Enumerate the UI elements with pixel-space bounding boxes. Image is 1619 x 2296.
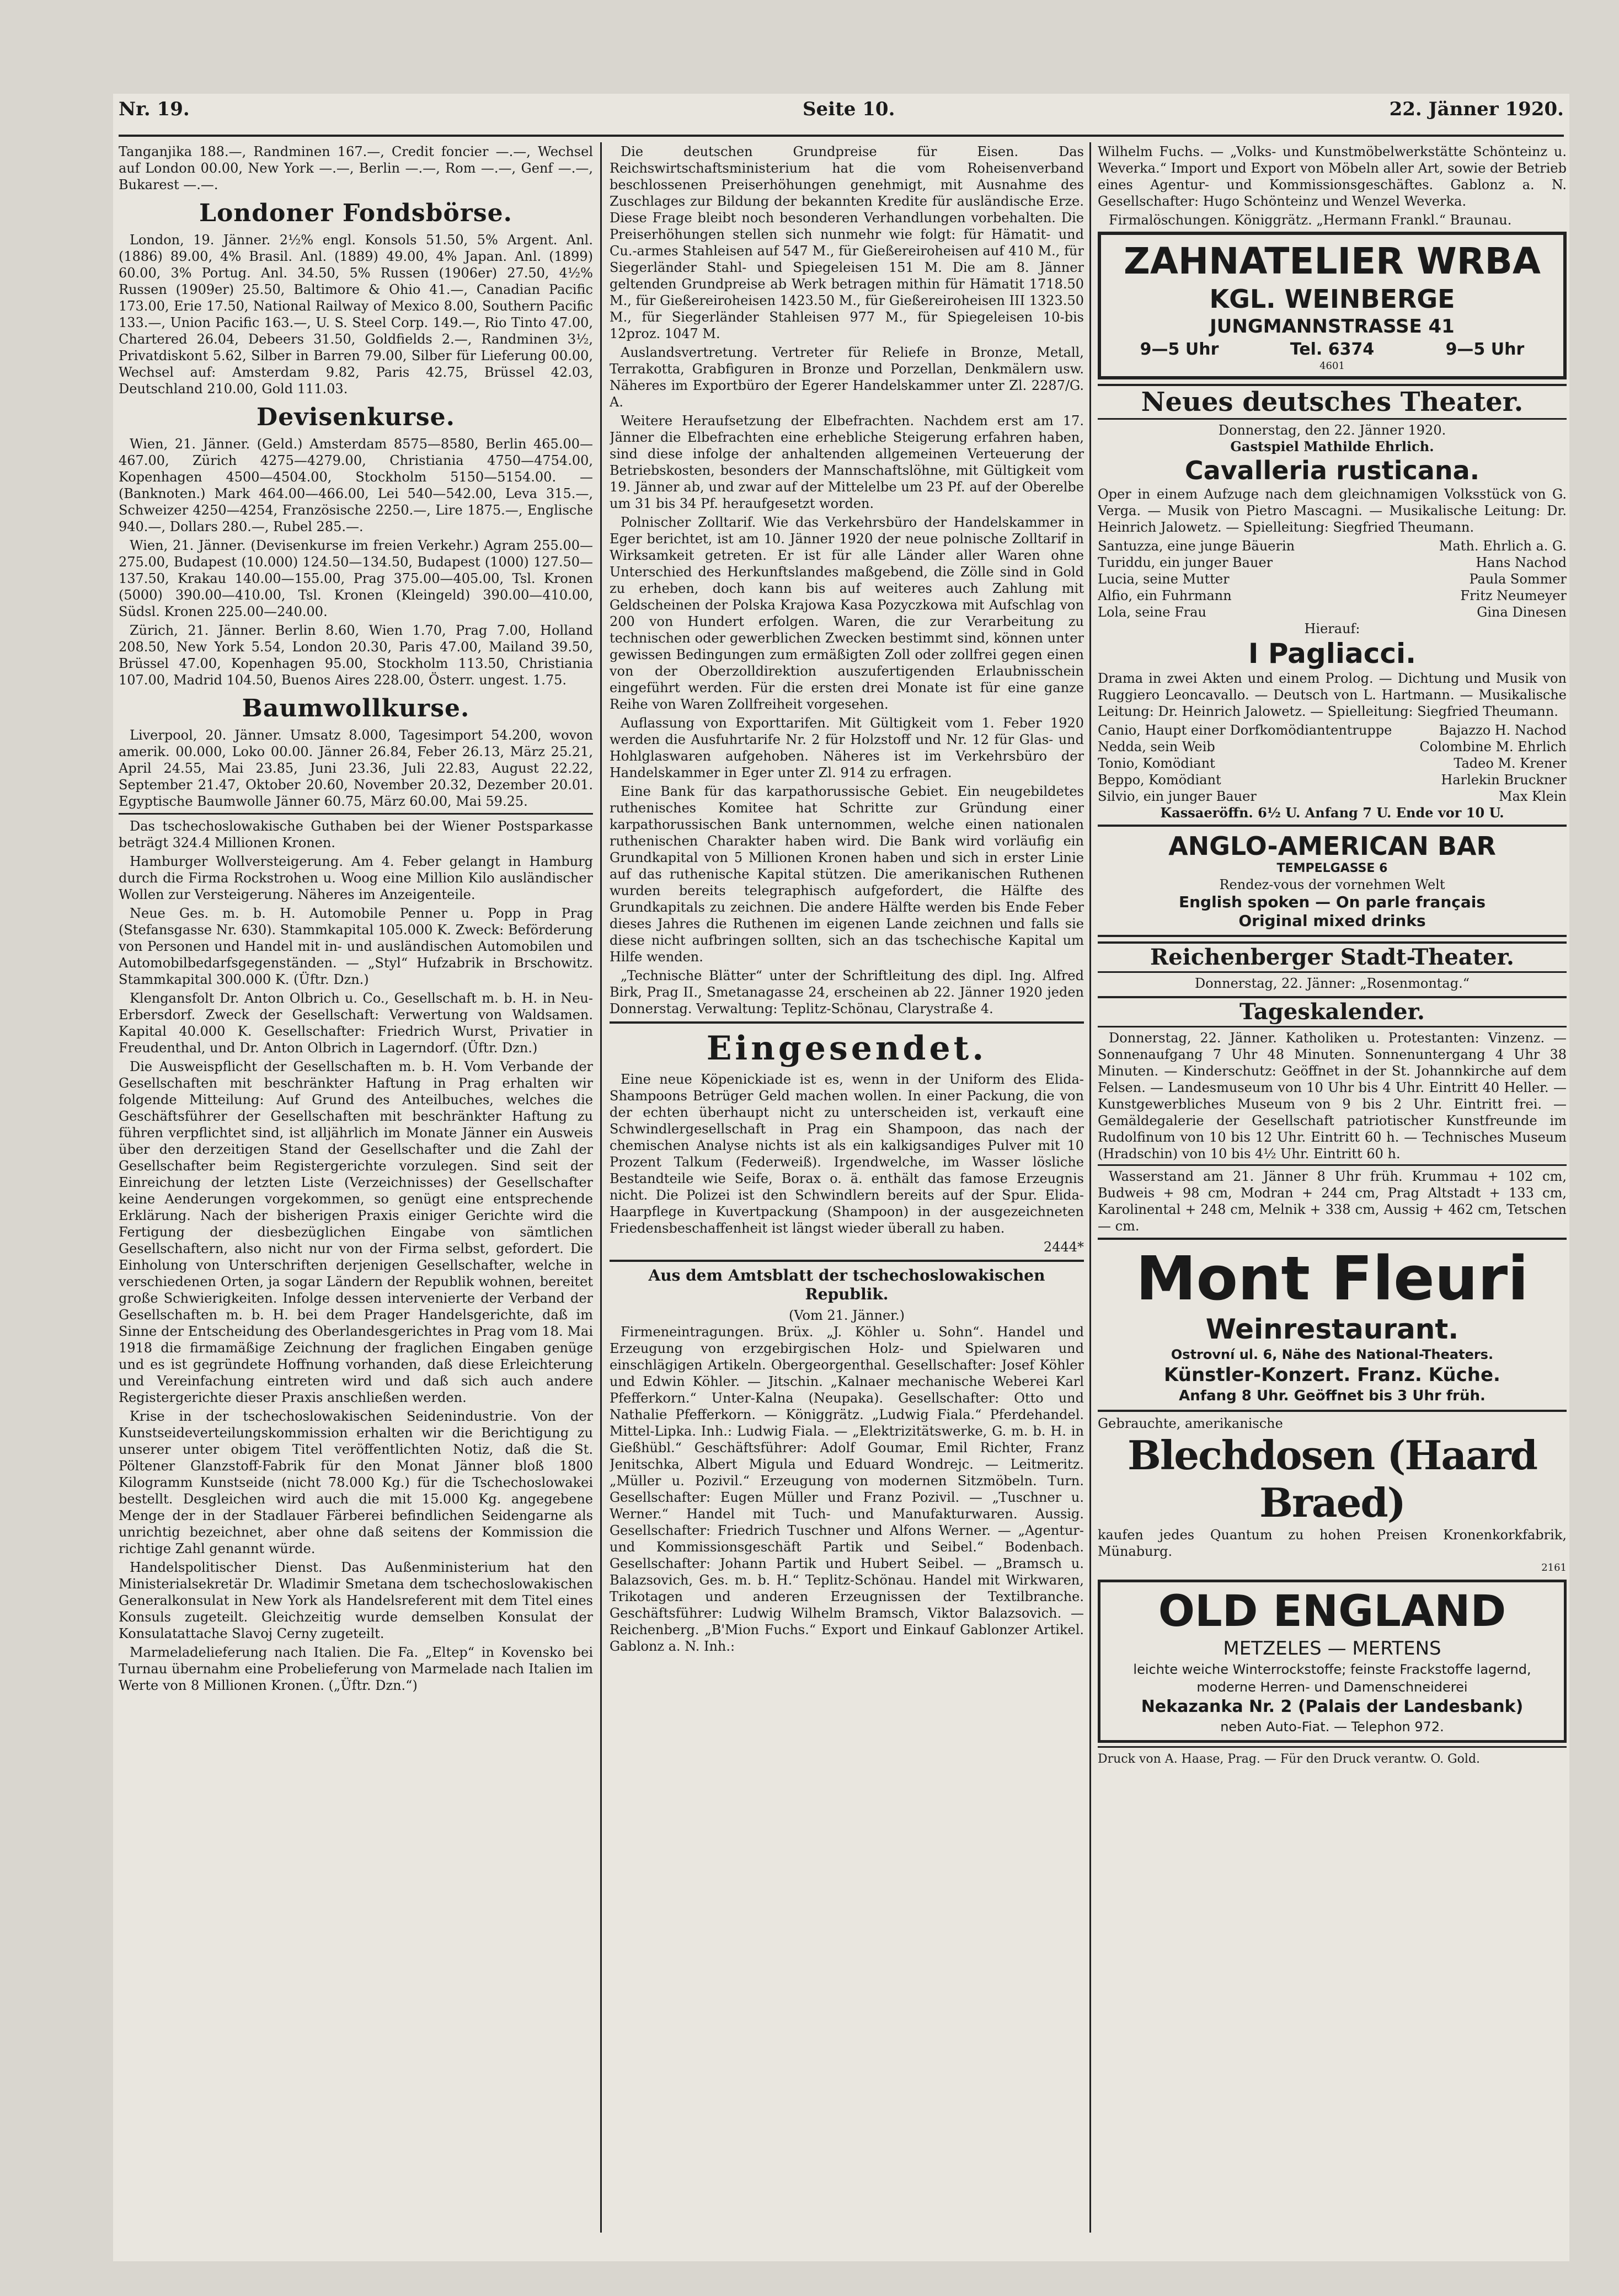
news-item: Neue Ges. m. b. H. Automobile Penner u. Popp in Prag (Stefansgasse Nr. 630). Stammkapital 105.000 K. Zweck: Beförderung von Personen und Handel mit in- und ausländischen Automobilen und Automobilbedarfsgegenständen. — „Styl“ Hufzabrik in Brschowitz. Stammkapital 300.000 K. (Üftr. Dzn.) (119, 906, 593, 987)
news-item: Die Ausweispflicht der Gesellschaften m. b. H. Vom Verbande der Gesellschaften mit beschränkter Haftung in Prag erhalten wir folgende Mitteilung: Auf Grund des Anteilbuches, welches die Geschäftsführer der Gesellschaften mit beschränkter Haftung zu führen verpflichtet sind, ist alljährlich im Monate Jänner ein Ausweis über den derzeitigen Stand der Gesellschafter und die Zahl der Gesellschafter beim Registergerichte vorzulegen. Sind seit der Einreichung der letzten Liste (Verzeichnisses) der Gesellschafter keine Aenderungen vorgekommen, so genügt eine entsprechende Erklärung. Nach der bisherigen Praxis einiger Gerichte wird die Fertigung der diesbezüglichen Eingabe von sämtlichen Gesellschaftern, also nicht nur von der Firma selbst, gefordert. Die Einholung von Unterschriften derjenigen Gesellschafter, welche in verschiedenen Orten, ja sogar Ländern der Republik wohnen, bereitet große Schwierigkeiten. Infolge dessen intervenierte der Verband der Gesellschaften m. b. H. bei dem Prager Handelsgerichte, daß im Sinne der Entscheidung des Oberlandesgerichtes in Prag vom 18. Mai 1918 die firmamäßige Zeichnung der fraglichen Eingaben genüge und es ist gegründete Hoffnung vorhanden, daß diese Erleichterung und Vereinfachung eintreten wird und daß sich auch andere Registergerichte dieser Praxis anschließen werden. (119, 1059, 593, 1405)
theatre-times: Kassaeröffn. 6½ U. Anfang 7 U. Ende vor 10 U. (1160, 805, 1504, 821)
actor: Math. Ehrlich a. G. (1439, 538, 1567, 554)
news-item: Handelspolitischer Dienst. Das Außenministerium hat den Ministerialsekretär Dr. Wladimir Smetana dem tschechoslowakischen Generalkonsulat in New York als Handelsreferent mit dem Titel eines Konsuls zugeteilt. Gleichzeitig wurde demselben Konsulat der Konsulatattache Slavoj Cerny zugeteilt. (119, 1560, 593, 1641)
ad-old-england (1098, 1580, 1567, 1743)
role: Canio, Haupt einer Dorfkomödiantentruppe (1098, 722, 1392, 738)
actor: Fritz Neumeyer (1460, 588, 1567, 603)
role: Turiddu, ein junger Bauer (1098, 555, 1273, 570)
section-rule (1098, 1164, 1567, 1166)
devisen-wien-free: Wien, 21. Jänner. (Devisenkurse im freien Verkehr.) Agram 255.00—275.00, Budapest (10.000) 124.50—134.50, Budapest (1000) 127.50—137.50, Krakau 140.00—155.00, Prag 375.00—405.00, Tsl. Kronen (5000) 390.00—410.00, Tsl. Kronen (Kleingeld) 390.00—410.00, Südsl. Kronen 225.00—240.00. (119, 538, 593, 619)
ad-bar-title: ANGLO-AMERICAN BAR (1168, 831, 1496, 861)
ad-number: 4601 (1319, 360, 1345, 372)
eingesendet-text: Eine neue Köpenickiade ist es, wenn in der Uniform des Elida-Shampoons Betrüger Geld machen wollen. In einer Packung, die von der echten überhaupt nicht zu unterscheiden ist, verkauft eine Schwindlergesellschaft in Prag ein Shampoon, das nach der chemischen Analyse nichts ist als ein kalkigsandiges Pulver mit 10 Prozent Talkum (Federweiß). Irgendwelche, im Wasser lösliche Bestandteile wie Seife, Borax o. ä. enthält das famose Erzeugnis nicht. Die Polizei ist den Schwindlern bereits auf der Spur. Elida-Haarpflege in Kuvertpackung (Shampoon) in der ausgezeichneten Friedensbeschaffenheit ist längst wieder überall zu haben. (610, 1072, 1084, 1236)
tageskalender-text: Donnerstag, 22. Jänner. Katholiken u. Protestanten: Vinzenz. — Sonnenaufgang 7 Uhr 48 Minuten. Sonnenuntergang 4 Uhr 38 Minuten. — Kinderschutz: Geöffnet in der St. Johannkirche auf dem Felsen. — Landesmuseum von 10 Uhr bis 4 Uhr. Eintritt 40 Heller. — Kunstgewerbliches Museum von 9 bis 2 Uhr. Eintritt frei. — Gemäldegalerie der Gesellschaft patriotischer Kunstfreunde im Rudolfinum von 10 bis 12 Uhr. Eintritt 60 h. — Technisches Museum (Hradschin) von 10 bis 4½ Uhr. Eintritt 60 h. (1098, 1030, 1567, 1162)
baumwolle-title: Baumwollkurse. (242, 694, 470, 722)
reichenberg-title: Reichenberger Stadt-Theater. (1098, 941, 1567, 973)
ad-england-line: leichte weiche Winterrockstoffe; feinste Frackstoffe lagernd, moderne Herren- und Damenschneiderei (1133, 1662, 1531, 1695)
devisen-title: Devisenkurse. (257, 403, 455, 431)
hierauf: Hierauf: (1304, 621, 1360, 636)
ad-fleuri-sub: Weinrestaurant. (1205, 1313, 1459, 1345)
phone: Tel. 6374 (1290, 340, 1375, 359)
role: Lucia, seine Mutter (1098, 571, 1230, 587)
news-item: Weitere Heraufsetzung der Elbefrachten. Nachdem erst am 17. Jänner die Elbefrachten eine erhebliche Steigerung erfahren haben, sind diese infolge der anhaltenden allgemeinen Verteuerung der Betriebskosten, besonders der Mannschaftslöhne, mit Gültigkeit vom 19. Jänner ab, und zwar auf der Mittelelbe um 23 Pf. auf der Oberelbe um 31 bis 34 Pf. heraufgesetzt worden. (610, 413, 1084, 511)
opera-1-desc: Oper in einem Aufzuge nach dem gleichnamigen Volksstück von G. Verga. — Musik von Pietro Mascagni. — Musikalische Leitung: Dr. Heinrich Jalowetz. — Spielleitung: Siegfried Theumann. (1098, 486, 1567, 535)
cast-1 (1098, 538, 1567, 620)
theatre-date: Donnerstag, den 22. Jänner 1920. (1218, 422, 1446, 438)
theatre-title: Neues deutsches Theater. (1098, 384, 1567, 420)
cast-row (1098, 538, 1567, 554)
column-rule-1 (600, 142, 602, 2233)
ad-blech-title: Blechdosen (Haard Braed) (1127, 1432, 1537, 1526)
cast-row (1098, 738, 1567, 755)
ad-fleuri-line: Künstler-Konzert. Franz. Küche. (1164, 1364, 1500, 1386)
cast-row (1098, 788, 1567, 805)
devisen-wien: Wien, 21. Jänner. (Geld.) Amsterdam 8575—8580, Berlin 465.00—467.00, Zürich 4275—4279.00, Christiania 4750—4754.00, Kopenhagen 4500—4504.00, Stockholm 5150—5154.00. — (Banknoten.) Mark 464.00—466.00, Lei 540—542.00, Leva 315.—, Schweizer 4250—4254, Französische 2250.—, Lire 1875.—, Englische 940.—, Dollars 280.—, Rubel 285.—. (119, 436, 593, 534)
role: Lola, seine Frau (1098, 604, 1207, 620)
section-rule (610, 1021, 1084, 1024)
section-rule (610, 1260, 1084, 1262)
issue-date: 22. Jänner 1920. (1389, 98, 1564, 120)
news-item: Das tschechoslowakische Guthaben bei der Wiener Postsparkasse beträgt 324.4 Millionen Kronen. (119, 818, 593, 850)
ad-blech-text: kaufen jedes Quantum zu hohen Preisen Kronenkorkfabrik, Münaburg. (1098, 1527, 1567, 1559)
ad-england-line: neben Auto-Fiat. — Telephon 972. (1220, 1719, 1444, 1735)
printer-footer: Druck von A. Haase, Prag. — Für den Druck verantw. O. Gold. (1098, 1752, 1481, 1766)
cast-row (1098, 722, 1567, 738)
section-rule (119, 813, 593, 815)
ad-zahnatelier (1098, 232, 1567, 379)
ad-fleuri-line: Ostrovní ul. 6, Nähe des National-Theaters. (1171, 1347, 1494, 1362)
baumwolle-text: Liverpool, 20. Jänner. Umsatz 8.000, Tagesimport 54.200, wovon amerik. 00.000, Loko 00.00. Jänner 26.84, Feber 26.13, März 25.21, April 24.55, Mai 23.85, Juni 23.36, Juli 22.83, August 22.22, September 21.47, Oktober 20.60, November 20.32, Dezember 20.01. Egyptische Baumwolle Jänner 60.75, März 60.00, Mai 59.25. (119, 727, 593, 809)
actor: Tadeo M. Krener (1454, 756, 1567, 771)
reichenberg-text: Donnerstag, 22. Jänner: „Rosenmontag.“ (1194, 976, 1470, 991)
column-3 (1098, 143, 1567, 2234)
actor: Paula Sommer (1469, 571, 1567, 587)
cast-row (1098, 587, 1567, 604)
actor: Hans Nachod (1476, 555, 1567, 570)
role: Beppo, Komödiant (1098, 772, 1221, 788)
cast-row (1098, 755, 1567, 772)
ad-bar-street: TEMPELGASSE 6 (1276, 861, 1388, 875)
cast-row (1098, 571, 1567, 587)
ad-blechdosen (1098, 1415, 1567, 1576)
ad-fleuri-title: Mont Fleuri (1136, 1243, 1529, 1314)
column-rule-2 (1089, 142, 1091, 2233)
ad-number: 2161 (1541, 1562, 1567, 1574)
ad-zahnatelier-hours (1104, 339, 1560, 361)
news-item: „Technische Blätter“ unter der Schriftleitung des dipl. Ing. Alfred Birk, Prag II., Smetanagasse 24, erscheinen ab 22. Jänner 1920 jeden Donnerstag. Verwaltung: Teplitz-Schönau, Clarystraße 4. (610, 968, 1084, 1016)
actor: Colombine M. Ehrlich (1419, 739, 1567, 754)
ad-anglo-american-bar (1098, 825, 1567, 937)
wasserstand-text: Wasserstand am 21. Jänner 8 Uhr früh. Krummau + 102 cm, Budweis + 98 cm, Modran + 244 cm, Prag Altstadt + 133 cm, Karolinental + 248 cm, Melnik + 338 cm, Aussig + 462 cm, Tetschen — cm. (1098, 1169, 1567, 1234)
role: Silvio, ein junger Bauer (1098, 789, 1257, 804)
london-text: London, 19. Jänner. 2½% engl. Konsols 51.50, 5% Argent. Anl. (1886) 89.00, 4% Brasil. Anl. (1889) 49.00, 4% Japan. Anl. (1899) 60.00, 3% Portug. Anl. 34.50, 5% Russen (1906er) 27.50, 4½% Russen (1909er) 25.50, Baltimore & Ohio 41.—, Canadian Pacific 173.00, Erie 17.50, National Railway of Mexico 8.00, Southern Pacific 133.—, Union Pacific 163.—, U. S. Steel Corp. 149.—, Rio Tinto 47.00, Chartered 26.04, Debeers 31.50, Goldfields 2.—, Randminen 3½, Privatdiskont 5.62, Silber in Barren 79.00, Silber für Lieferung 00.00, Wechsel auf: Amsterdam 9.82, Paris 42.75, Brüssel 42.03, Deutschland 210.00, Gold 111.03. (119, 232, 593, 397)
page-number: Seite 10. (803, 98, 895, 120)
ad-zahnatelier-place: KGL. WEINBERGE (1209, 284, 1455, 314)
news-item: Marmeladelieferung nach Italien. Die Fa. „Eltep“ in Kovensko bei Turnau übernahm eine Probelieferung von Marmelade nach Italien im Werte von 8 Millionen Kronen. („Üftr. Dzn.“) (119, 1645, 593, 1693)
ad-zahnatelier-title: ZAHNATELIER WRBA (1124, 240, 1541, 282)
news-item: Polnischer Zolltarif. Wie das Verkehrsbüro der Handelskammer in Eger berichtet, ist am 10. Jänner 1920 der neue polnische Zolltarif in Wirksamkeit getreten. Er ist für alle Länder aller Waren ohne Unterschied des Herkunftslandes maßgebend, die Zölle sind in Gold zu erheben, doch kann bis auf weiteres auch Zahlung mit Geldscheinen der Polska Krajowa Kasa Pozyczkowa mit Aufschlag von 200 von Hundert erfolgen. Waren, die zur Verarbeitung zu technischen oder gewerblichen Zwecken bestimmt sind, können unter gewissen Bedingungen zum ermäßigten Zoll oder zollfrei gegen einen von der Oberzolldirektion auszufertigenden Erlaubnisschein eingeführt werden. Für die ersten drei Monate ist für eine ganze Reihe von Waren Zollfreiheit vorgesehen. (610, 515, 1084, 712)
exchange-prices: Tanganjika 188.—, Randminen 167.—, Credit foncier —.—, Wechsel auf London 00.00, New York —.—, Berlin —.—, Rom —.—, Genf —.—, Bukarest —.—. (119, 144, 593, 192)
actor: Harlekin Bruckner (1441, 772, 1567, 788)
news-item: Auslandsvertretung. Vertreter für Reliefe in Bronze, Metall, Terrakotta, Grabfiguren in Bronze und Porzellan, Denkmälern usw. Näheres im Exportbüro der Egerer Handelskammer unter Zl. 2287/G. A. (610, 345, 1084, 410)
firmenloeschung: Firmalöschungen. Königgrätz. „Hermann Frankl.“ Braunau. (1109, 212, 1512, 228)
hours-left: 9—5 Uhr (1140, 340, 1219, 359)
ad-zahnatelier-street: JUNGMANNSTRASSE 41 (1210, 315, 1455, 338)
header-rule (119, 135, 1564, 137)
news-item: Auflassung von Exporttarifen. Mit Gültigkeit vom 1. Feber 1920 werden die Ausfuhrtarife Nr. 2 für Holzstoff und Nr. 12 für Glas- und Hohlglaswaren aufgehoben. Näheres ist im Verkehrsbüro der Handelskammer in Eger unter Zl. 914 zu erfragen. (610, 715, 1084, 780)
role: Santuzza, eine junge Bäuerin (1098, 538, 1295, 554)
amtsblatt-date: (Vom 21. Jänner.) (789, 1308, 905, 1323)
news-item: Krise in der tschechoslowakischen Seidenindustrie. Von der Kunstseideverteilungskommission erhalten wir die Berichtigung zu unserer unter obigem Titel veröffentlichten Notiz, daß die St. Pöltener Glanzstoff-Fabrik für den Monat Jänner bloß 1800 Kilogramm Kunstseide (nicht 78.000 Kg.) für die Tschechoslowakei bestellt. Desgleichen wird auch die mit 15.000 Kg. angegebene Menge der in der Stadlauer Färberei befindlichen Seidengarne als unrichtig bezeichnet, aber ohne daß seitens der Kommission die richtige Zahl genannt würde. (119, 1409, 593, 1556)
ad-bar-line: English spoken — On parle français (1178, 893, 1486, 911)
news-item: Die deutschen Grundpreise für Eisen. Das Reichswirtschaftsministerium hat die vom Roheisenverband beschlossenen Preiserhöhungen genehmigt, mit Ausnahme des Zuschlages zur Bildung der bekannten Kredite für ausländische Erze. Diese Frage bleibt noch besonderen Verhandlungen vorbehalten. Die Preiserhöhungen stellen sich nunmehr wie folgt: für Hämatit- und Cu.-armes Stahleisen auf 547 M., für Gießereiroheisen auf 410 M., für Siegerländer Stahl- und Spiegeleisen 151 M. Die am 8. Jänner geltenden Grundpreise ab Werk betragen mithin für Hämatit 1718.50 M., für Gießereiroheisen 1423.50 M., für Gießereiroheisen III 1323.50 M., für Siegerländer Stahleisen 977 M., für Spiegeleisen 10-bis 12proz. 1047 M. (610, 144, 1084, 341)
opera-2-desc: Drama in zwei Akten und einem Prolog. — Dichtung und Musik von Ruggiero Leoncavallo. — Deutsch von L. Hartmann. — Musikalische Leitung: Dr. Heinrich Jalowetz. — Spielleitung: Siegfried Theumann. (1098, 671, 1567, 719)
london-title: Londoner Fondsbörse. (199, 199, 512, 227)
actor: Bajazzo H. Nachod (1439, 722, 1567, 738)
ad-bar-line: Rendez-vous der vornehmen Welt (1219, 877, 1445, 892)
amtsblatt-text: Firmeneintragungen. Brüx. „J. Köhler u. Sohn“. Handel und Erzeugung von erzgebirgischen Holz- und Spielwaren und einschlägigen Artikeln. Obergeorgenthal. Gesellschafter: Josef Köhler und Edwin Köhler. — Jitschin. „Kalnaer mechanische Weberei Karl Pfefferkorn.“ Unter-Kalna (Neupaka). Gesellschafter: Otto und Nathalie Pfefferkorn. — Königgrätz. „Ludwig Fiala.“ Pferdehandel. Mittel-Lipka. Inh.: Ludwig Fiala. — „Elektrizitätswerke, G. m. b. H. in Gießhübl.“ Geschäftsführer: Adolf Goumar, Emil Richter, Franz Jenitschka, Albert Migula und Eduard Wondrejc. — Leitmeritz. „Müller u. Pozivil.“ Erzeugung von modernen Sitzmöbeln. Turn. Gesellschafter: Eugen Müller und Franz Pozivil. — „Tuschner u. Werner.“ Handel mit Tuch- und Manufakturwaren. Aussig. Gesellschafter: Friedrich Tuschner und Alfons Werner. — „Agentur- und Kommissionsgeschäft Partik und Seibel.“ Bodenbach. Gesellschafter: Johann Partik und Hubert Seibel. — „Bramsch u. Balazsovich, Ges. m. b. H.“ Teplitz-Schönau. Handel mit Wirkwaren, Trikotagen und anderen Erzeugnissen der Textilbranche. Geschäftsführer: Ludwig Wilhelm Bramsch, Viktor Balazsovich. — Reichenberg. „B'Mion Fuchs.“ Export und Einkauf Gablonzer Artikel. Gablonz a. N. Inh.: (610, 1324, 1084, 1654)
eingesendet-title: Eingesendet. (706, 1029, 987, 1068)
news-item: Hamburger Wollversteigerung. Am 4. Feber gelangt in Hamburg durch die Firma Rockstrohen u. Woog eine Million Kilo ausländischer Wollen zur Versteigerung. Näheres im Anzeigenteile. (119, 854, 593, 902)
news-item: Eine Bank für das karpathorussische Gebiet. Ein neugebildetes ruthenisches Komitee hat Schritte zur Gründung einer karpathorussischen Bank unternommen, welche einen nationalen ruthenischen Charakter haben wird. Die Bank wird vorläufig ein Grundkapital von 5 Millionen Kronen haben und sich in erster Linie auf das ruthenische Kapital stützen. Die amerikanischen Ruthenen wurden bereits telegraphisch aufgefordert, die Hälfte des Grundkapitals zu zeichnen. Die andere Hälfte werden bis Ende Feber dieses Jahres die Ruthenen im eigenen Lande zeichnen und falls sie diese nicht aufbringen sollten, sich an das tschechische Kapital um Hilfe wenden. (610, 784, 1084, 965)
amtsblatt-title: Aus dem Amtsblatt der tschechoslowakischen Republik. (648, 1266, 1045, 1303)
cast-row (1098, 554, 1567, 571)
issue-number: Nr. 19. (119, 98, 190, 120)
tageskalender-title: Tageskalender. (1098, 996, 1567, 1027)
cast-row (1098, 772, 1567, 788)
ad-mont-fleuri (1098, 1238, 1567, 1412)
role: Tonio, Komödiant (1098, 756, 1215, 771)
actor: Gina Dinesen (1477, 604, 1567, 620)
opera-2-title: I Pagliacci. (1248, 638, 1417, 670)
cast-2 (1098, 722, 1567, 805)
eingesendet-number: 2444* (1043, 1239, 1084, 1255)
ad-fleuri-line: Anfang 8 Uhr. Geöffnet bis 3 Uhr früh. (1179, 1388, 1486, 1404)
actor: Max Klein (1499, 789, 1567, 804)
ad-bar-line: Original mixed drinks (1238, 912, 1426, 930)
ad-england-sub: METZELES — MERTENS (1223, 1637, 1441, 1660)
ad-england-line: Nekazanka Nr. 2 (Palais der Landesbank) (1141, 1697, 1524, 1716)
ad-england-title: OLD ENGLAND (1158, 1587, 1506, 1636)
role: Alfio, ein Fuhrmann (1098, 588, 1232, 603)
role: Nedda, sein Weib (1098, 739, 1215, 754)
theatre-guest: Gastspiel Mathilde Ehrlich. (1230, 438, 1434, 454)
news-item: Klengansfolt Dr. Anton Olbrich u. Co., Gesellschaft m. b. H. in Neu-Erbersdorf. Zweck der Gesellschaft: Verwertung von Waldsamen. Kapital 40.000 K. Gesellschafter: Friedrich Wurst, Privatier in Freudenthal, und Dr. Anton Olbrich in Lagerndorf. (Üftr. Dzn.) (119, 991, 593, 1056)
page-header (119, 98, 1564, 131)
column-1 (119, 143, 593, 2234)
amtsblatt-continued: Wilhelm Fuchs. — „Volks- und Kunstmöbelwerkstätte Schönteinz u. Weverka.“ Import und Export von Möbeln aller Art, sowie der Betrieb eines Agentur- und Kommissionsgeschäftes. Gablonz a. N. Gesellschafter: Hugo Schönteinz und Wenzel Weverka. (1098, 144, 1567, 209)
opera-1-title: Cavalleria rusticana. (1184, 456, 1480, 485)
footer-rule (1098, 1746, 1567, 1748)
cast-row (1098, 604, 1567, 620)
hours-right: 9—5 Uhr (1445, 340, 1525, 359)
devisen-zuerich: Zürich, 21. Jänner. Berlin 8.60, Wien 1.70, Prag 7.00, Holland 208.50, New York 5.54, London 20.30, Paris 47.00, Mailand 39.50, Brüssel 47.00, Kopenhagen 95.00, Stockholm 113.50, Christiania 107.00, Madrid 104.50, Buenos Aires 228.00, Österr. ungest. 1.75. (119, 623, 593, 688)
column-2 (610, 143, 1084, 2234)
ad-blech-top: Gebrauchte, amerikanische (1098, 1416, 1283, 1431)
